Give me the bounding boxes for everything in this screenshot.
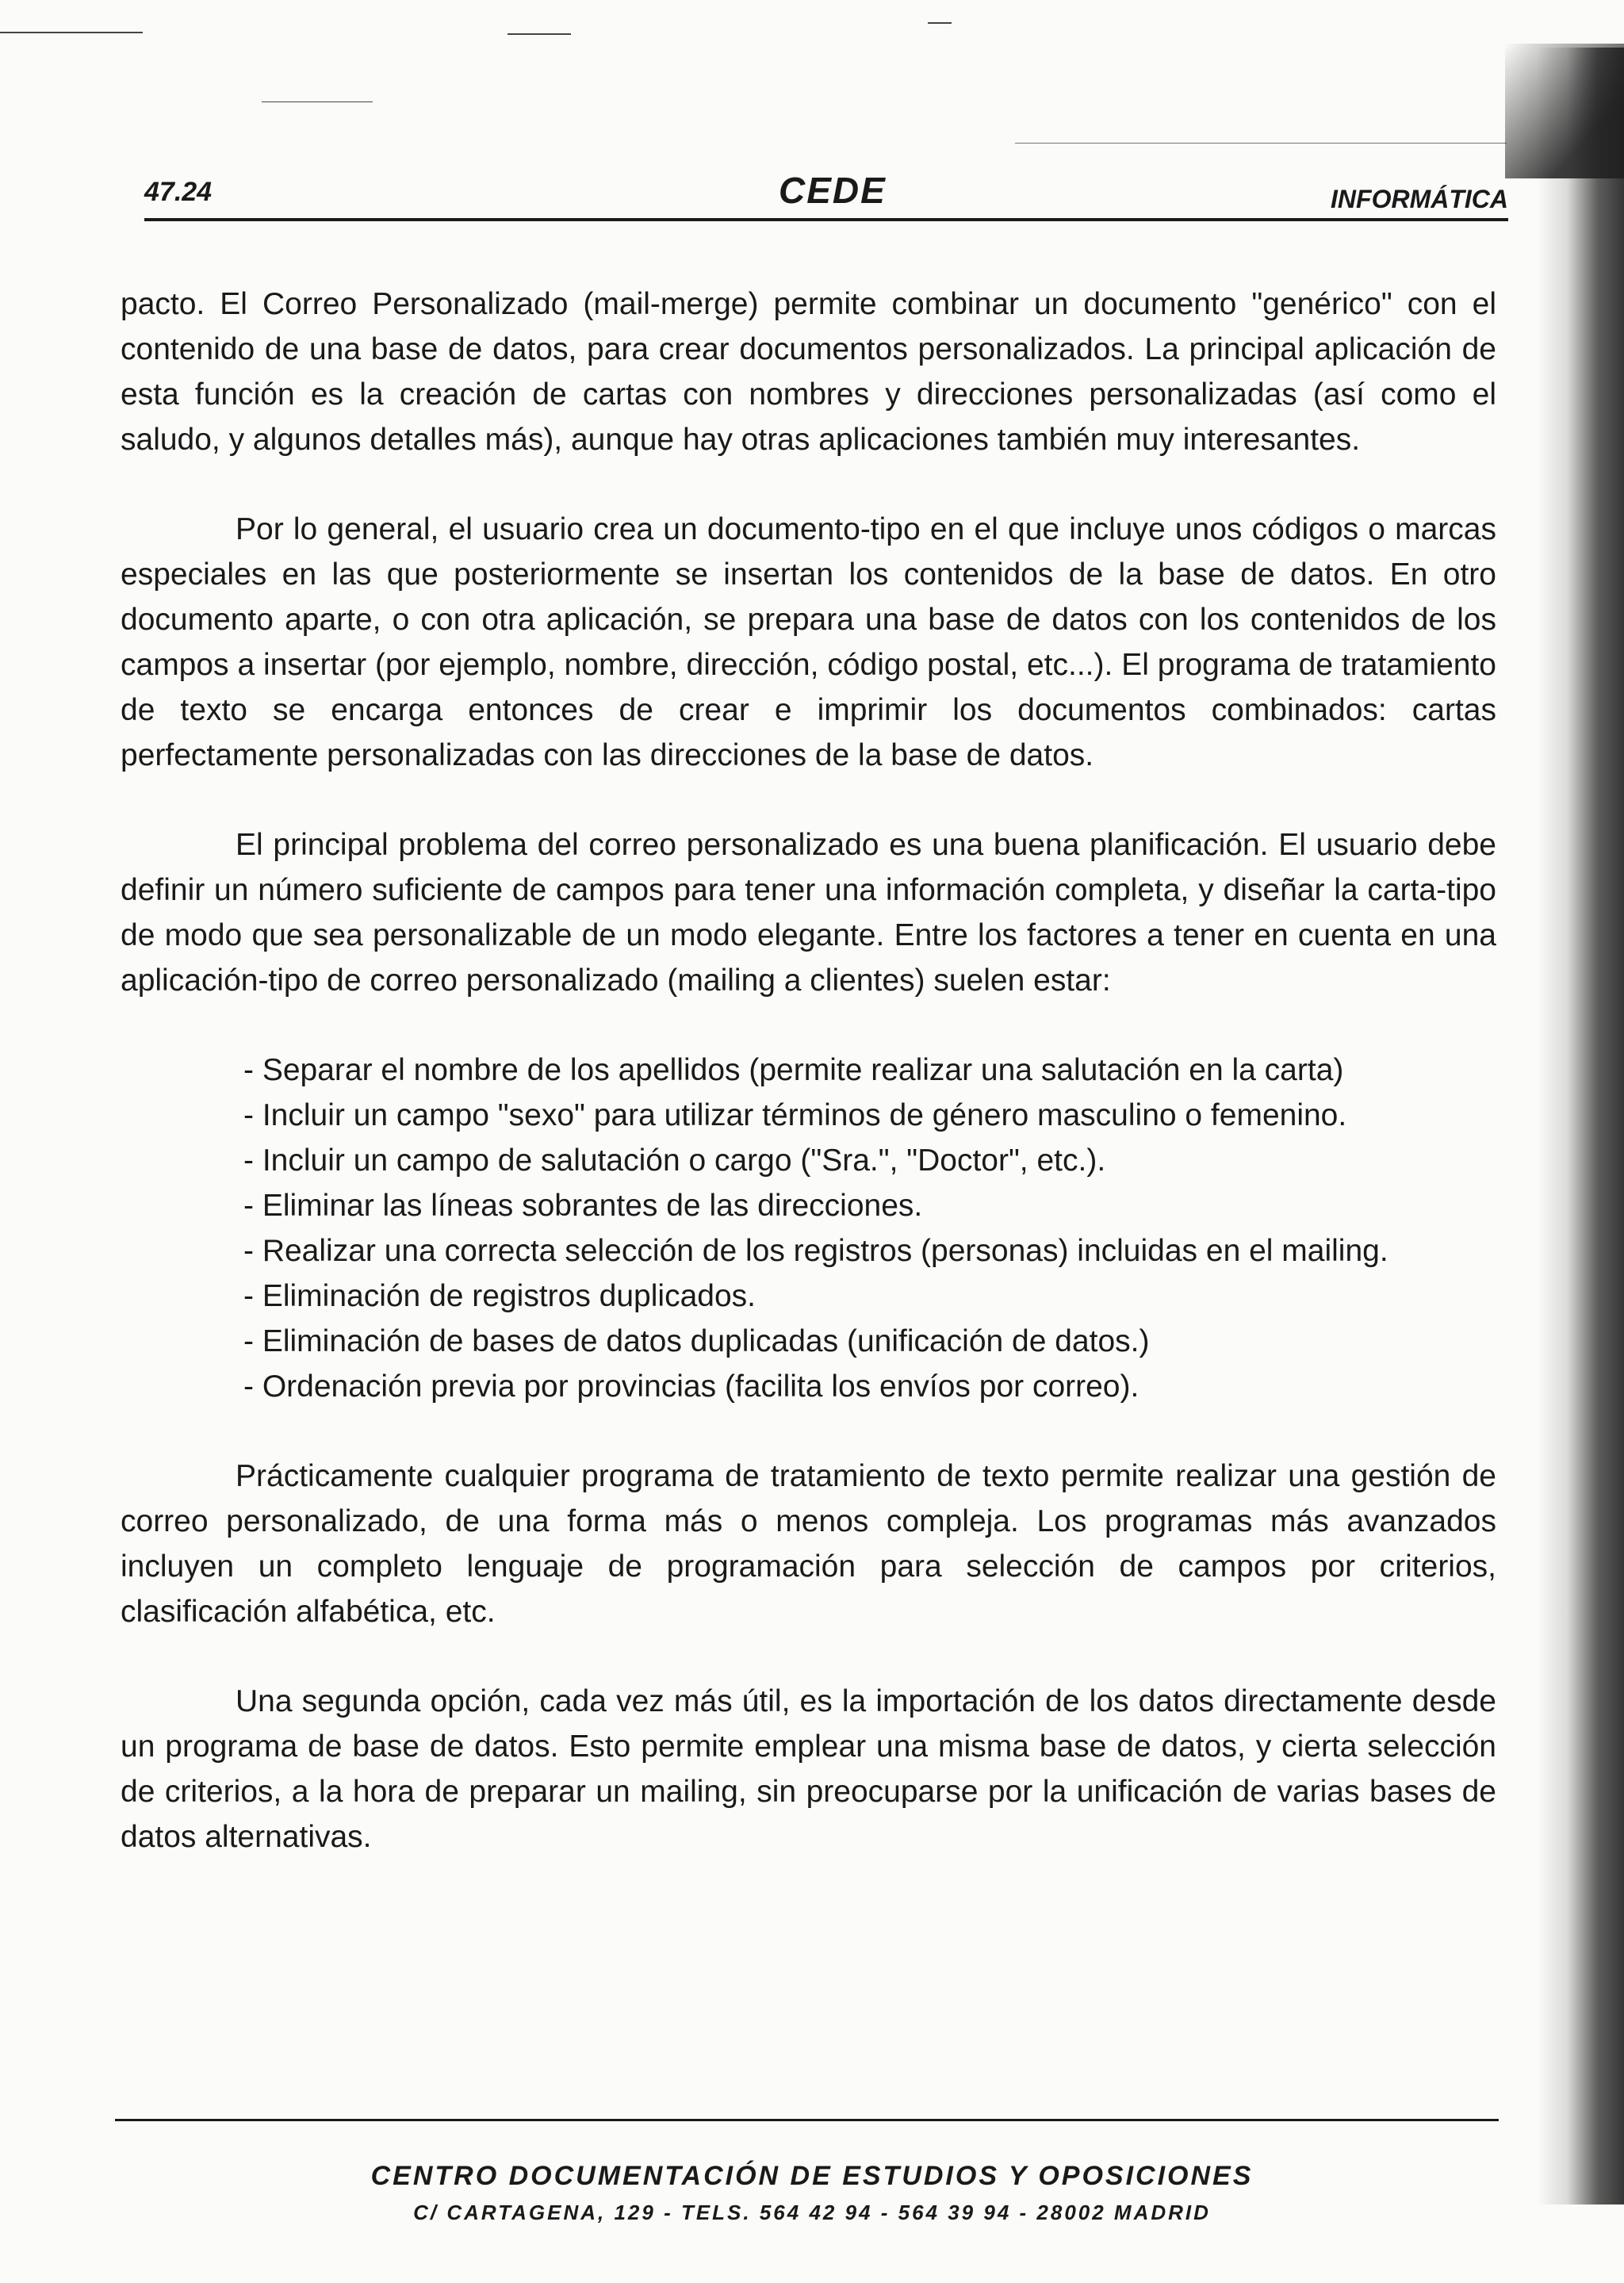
footer-title: CENTRO DOCUMENTACIÓN DE ESTUDIOS Y OPOSICIONES: [370, 2161, 1254, 2191]
list-item: - Ordenación previa por provincias (facilita los envíos por correo).: [243, 1369, 1139, 1404]
list-item: - Incluir un campo "sexo" para utilizar términos de género masculino o femenino.: [243, 1098, 1347, 1132]
list-item: - Realizar una correcta selección de los registros (personas) incluidas en el mailing.: [243, 1234, 1388, 1268]
section-title: INFORMÁTICA: [1331, 185, 1508, 213]
scan-mark: [1015, 143, 1507, 144]
page-edge-shadow: [1505, 44, 1624, 178]
list-item: - Incluir un campo de salutación o cargo ("Sra.", "Doctor", etc.).: [243, 1143, 1106, 1178]
page-edge-shadow: [1537, 48, 1624, 2204]
list-item: - Eliminación de registros duplicados.: [243, 1279, 756, 1313]
factor-list: [121, 1048, 1496, 1409]
scan-mark: [508, 33, 571, 35]
scan-mark: [928, 22, 952, 24]
scan-mark: [0, 32, 143, 33]
list-item: - Eliminación de bases de datos duplicadas (unificación de datos.): [243, 1324, 1150, 1358]
paragraph: Prácticamente cualquier programa de tratamiento de texto permite realizar una gestión de correo personalizado, de una forma más o menos compleja. Los programas más avanzados incluyen un completo lenguaje de programación para selección de campos por criterios, clasificación alfabética, etc.: [121, 1459, 1496, 1629]
body-text: [121, 282, 1496, 1904]
paragraph: pacto. El Correo Personalizado (mail-merge) permite combinar un documento "genérico" con el contenido de una base de datos, para crear documentos personalizados. La principal aplicación de esta función es la creación de cartas con nombres y direcciones personalizadas (así como el saludo, y algunos detalles más), aunque hay otras aplicaciones también muy interesantes.: [121, 287, 1496, 457]
list-item: - Eliminar las líneas sobrantes de las direcciones.: [243, 1189, 923, 1223]
paragraph: Por lo general, el usuario crea un documento-tipo en el que incluye unos códigos o marcas especiales en las que posteriormente se insertan los contenidos de la base de datos. En otro documento aparte, o con otra aplicación, se prepara una base de datos con los contenidos de los campos a insertar (por ejemplo, nombre, dirección, código postal, etc...). El programa de tratamiento de texto se encarga entonces de crear e imprimir los documentos combinados: cartas perfectamente personalizadas con las direcciones de la base de datos.: [121, 512, 1496, 772]
footer-divider: [115, 2119, 1499, 2121]
page-header: [144, 163, 1508, 221]
paragraph: El principal problema del correo personalizado es una buena planificación. El usuario debe definir un número suficiente de campos para tener una información completa, y diseñar la carta-tipo de modo que sea personalizable de un modo elegante. Entre los factores a tener en cuenta en una aplicación-tipo de correo personalizado (mailing a clientes) suelen estar:: [121, 828, 1496, 998]
page-number: 47.24: [144, 177, 213, 207]
paragraph: Una segunda opción, cada vez más útil, es la importación de los datos directamente desde un programa de base de datos. Esto permite emplear una misma base de datos, y cierta selección de criterios, a la hora de preparar un mailing, sin preocuparse por la unificación de varias bases de datos alternativas.: [121, 1684, 1496, 1854]
footer-address: C/ CARTAGENA, 129 - TELS. 564 42 94 - 564 39 94 - 28002 MADRID: [413, 2201, 1211, 2224]
list-item: - Separar el nombre de los apellidos (permite realizar una salutación en la carta): [243, 1053, 1344, 1087]
brand-logo: CEDE: [779, 170, 887, 211]
